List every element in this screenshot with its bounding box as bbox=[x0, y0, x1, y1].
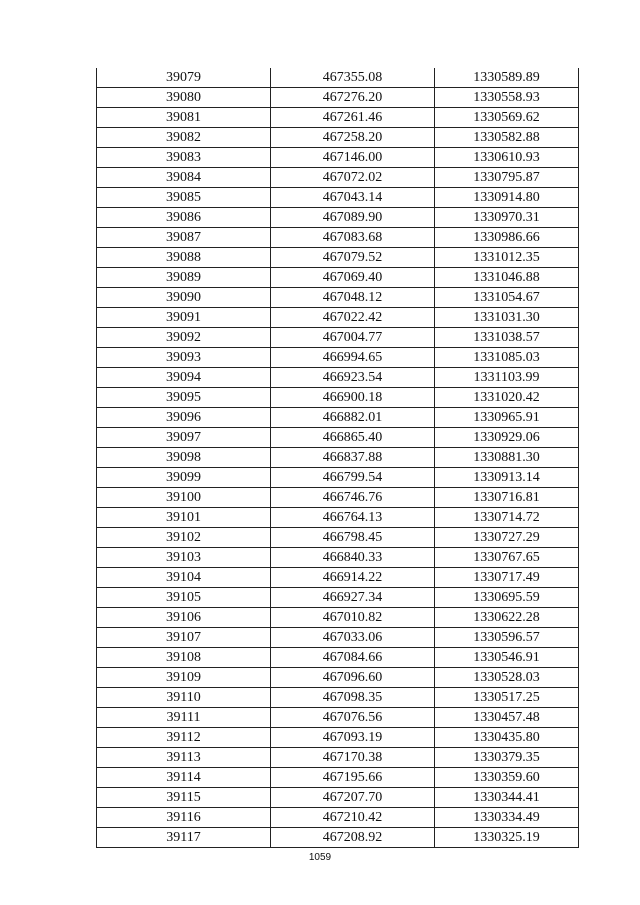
point-id-cell: 39091 bbox=[97, 308, 271, 328]
table-row bbox=[97, 168, 579, 188]
point-id-cell: 39103 bbox=[97, 548, 271, 568]
x-coordinate-cell: 467146.00 bbox=[271, 148, 435, 168]
point-id-cell: 39092 bbox=[97, 328, 271, 348]
table-row bbox=[97, 708, 579, 728]
x-coordinate-cell: 466799.54 bbox=[271, 468, 435, 488]
table-row bbox=[97, 448, 579, 468]
table-row bbox=[97, 548, 579, 568]
x-coordinate-cell: 467276.20 bbox=[271, 88, 435, 108]
point-id-cell: 39112 bbox=[97, 728, 271, 748]
point-id-cell: 39095 bbox=[97, 388, 271, 408]
x-coordinate-cell: 467043.14 bbox=[271, 188, 435, 208]
y-coordinate-cell: 1331046.88 bbox=[435, 268, 579, 288]
table-row bbox=[97, 488, 579, 508]
y-coordinate-cell: 1330716.81 bbox=[435, 488, 579, 508]
table-row bbox=[97, 608, 579, 628]
x-coordinate-cell: 466927.34 bbox=[271, 588, 435, 608]
point-id-cell: 39097 bbox=[97, 428, 271, 448]
table-row bbox=[97, 388, 579, 408]
point-id-cell: 39081 bbox=[97, 108, 271, 128]
y-coordinate-cell: 1331038.57 bbox=[435, 328, 579, 348]
coordinates-table bbox=[96, 68, 579, 848]
table-row bbox=[97, 648, 579, 668]
point-id-cell: 39084 bbox=[97, 168, 271, 188]
table-row bbox=[97, 628, 579, 648]
point-id-cell: 39085 bbox=[97, 188, 271, 208]
table-row bbox=[97, 788, 579, 808]
point-id-cell: 39094 bbox=[97, 368, 271, 388]
x-coordinate-cell: 467033.06 bbox=[271, 628, 435, 648]
x-coordinate-cell: 467010.82 bbox=[271, 608, 435, 628]
point-id-cell: 39107 bbox=[97, 628, 271, 648]
x-coordinate-cell: 467004.77 bbox=[271, 328, 435, 348]
x-coordinate-cell: 466865.40 bbox=[271, 428, 435, 448]
table-row bbox=[97, 468, 579, 488]
point-id-cell: 39114 bbox=[97, 768, 271, 788]
x-coordinate-cell: 467079.52 bbox=[271, 248, 435, 268]
y-coordinate-cell: 1330767.65 bbox=[435, 548, 579, 568]
page-number: 1059 bbox=[308, 852, 332, 863]
point-id-cell: 39093 bbox=[97, 348, 271, 368]
y-coordinate-cell: 1330795.87 bbox=[435, 168, 579, 188]
y-coordinate-cell: 1330913.14 bbox=[435, 468, 579, 488]
x-coordinate-cell: 467210.42 bbox=[271, 808, 435, 828]
point-id-cell: 39109 bbox=[97, 668, 271, 688]
point-id-cell: 39082 bbox=[97, 128, 271, 148]
x-coordinate-cell: 466994.65 bbox=[271, 348, 435, 368]
y-coordinate-cell: 1331103.99 bbox=[435, 368, 579, 388]
y-coordinate-cell: 1330881.30 bbox=[435, 448, 579, 468]
y-coordinate-cell: 1330610.93 bbox=[435, 148, 579, 168]
table-row bbox=[97, 88, 579, 108]
x-coordinate-cell: 467093.19 bbox=[271, 728, 435, 748]
table-row bbox=[97, 768, 579, 788]
y-coordinate-cell: 1330970.31 bbox=[435, 208, 579, 228]
table-body bbox=[97, 68, 579, 848]
y-coordinate-cell: 1330914.80 bbox=[435, 188, 579, 208]
point-id-cell: 39083 bbox=[97, 148, 271, 168]
table-row bbox=[97, 208, 579, 228]
y-coordinate-cell: 1330359.60 bbox=[435, 768, 579, 788]
x-coordinate-cell: 467355.08 bbox=[271, 68, 435, 88]
y-coordinate-cell: 1330569.62 bbox=[435, 108, 579, 128]
point-id-cell: 39105 bbox=[97, 588, 271, 608]
table-row bbox=[97, 228, 579, 248]
x-coordinate-cell: 466923.54 bbox=[271, 368, 435, 388]
table-row bbox=[97, 668, 579, 688]
table-row bbox=[97, 408, 579, 428]
x-coordinate-cell: 467083.68 bbox=[271, 228, 435, 248]
y-coordinate-cell: 1330965.91 bbox=[435, 408, 579, 428]
point-id-cell: 39102 bbox=[97, 528, 271, 548]
point-id-cell: 39098 bbox=[97, 448, 271, 468]
table-row bbox=[97, 288, 579, 308]
point-id-cell: 39090 bbox=[97, 288, 271, 308]
y-coordinate-cell: 1330929.06 bbox=[435, 428, 579, 448]
point-id-cell: 39096 bbox=[97, 408, 271, 428]
table-row bbox=[97, 148, 579, 168]
x-coordinate-cell: 467076.56 bbox=[271, 708, 435, 728]
y-coordinate-cell: 1330546.91 bbox=[435, 648, 579, 668]
x-coordinate-cell: 466746.76 bbox=[271, 488, 435, 508]
x-coordinate-cell: 466840.33 bbox=[271, 548, 435, 568]
y-coordinate-cell: 1330596.57 bbox=[435, 628, 579, 648]
x-coordinate-cell: 466764.13 bbox=[271, 508, 435, 528]
y-coordinate-cell: 1331031.30 bbox=[435, 308, 579, 328]
table-row bbox=[97, 308, 579, 328]
x-coordinate-cell: 467069.40 bbox=[271, 268, 435, 288]
x-coordinate-cell: 467258.20 bbox=[271, 128, 435, 148]
point-id-cell: 39113 bbox=[97, 748, 271, 768]
x-coordinate-cell: 467261.46 bbox=[271, 108, 435, 128]
table-row bbox=[97, 328, 579, 348]
table-row bbox=[97, 268, 579, 288]
point-id-cell: 39079 bbox=[97, 68, 271, 88]
point-id-cell: 39106 bbox=[97, 608, 271, 628]
x-coordinate-cell: 466798.45 bbox=[271, 528, 435, 548]
x-coordinate-cell: 466900.18 bbox=[271, 388, 435, 408]
x-coordinate-cell: 467208.92 bbox=[271, 828, 435, 848]
y-coordinate-cell: 1330589.89 bbox=[435, 68, 579, 88]
table-row bbox=[97, 248, 579, 268]
point-id-cell: 39099 bbox=[97, 468, 271, 488]
table-row bbox=[97, 748, 579, 768]
table-row bbox=[97, 348, 579, 368]
table-row bbox=[97, 368, 579, 388]
point-id-cell: 39116 bbox=[97, 808, 271, 828]
table-row bbox=[97, 588, 579, 608]
y-coordinate-cell: 1330325.19 bbox=[435, 828, 579, 848]
y-coordinate-cell: 1330435.80 bbox=[435, 728, 579, 748]
table-row bbox=[97, 688, 579, 708]
x-coordinate-cell: 466914.22 bbox=[271, 568, 435, 588]
point-id-cell: 39108 bbox=[97, 648, 271, 668]
x-coordinate-cell: 466837.88 bbox=[271, 448, 435, 468]
y-coordinate-cell: 1331085.03 bbox=[435, 348, 579, 368]
table-row bbox=[97, 68, 579, 88]
x-coordinate-cell: 467195.66 bbox=[271, 768, 435, 788]
y-coordinate-cell: 1330528.03 bbox=[435, 668, 579, 688]
table-row bbox=[97, 428, 579, 448]
y-coordinate-cell: 1331054.67 bbox=[435, 288, 579, 308]
y-coordinate-cell: 1330344.41 bbox=[435, 788, 579, 808]
x-coordinate-cell: 466882.01 bbox=[271, 408, 435, 428]
y-coordinate-cell: 1330334.49 bbox=[435, 808, 579, 828]
y-coordinate-cell: 1330717.49 bbox=[435, 568, 579, 588]
x-coordinate-cell: 467207.70 bbox=[271, 788, 435, 808]
y-coordinate-cell: 1330517.25 bbox=[435, 688, 579, 708]
table-row bbox=[97, 808, 579, 828]
table-row bbox=[97, 128, 579, 148]
y-coordinate-cell: 1330622.28 bbox=[435, 608, 579, 628]
table-row bbox=[97, 528, 579, 548]
y-coordinate-cell: 1330582.88 bbox=[435, 128, 579, 148]
table-row bbox=[97, 728, 579, 748]
x-coordinate-cell: 467089.90 bbox=[271, 208, 435, 228]
y-coordinate-cell: 1330714.72 bbox=[435, 508, 579, 528]
y-coordinate-cell: 1330986.66 bbox=[435, 228, 579, 248]
x-coordinate-cell: 467072.02 bbox=[271, 168, 435, 188]
point-id-cell: 39117 bbox=[97, 828, 271, 848]
table-row bbox=[97, 568, 579, 588]
table-row bbox=[97, 108, 579, 128]
point-id-cell: 39110 bbox=[97, 688, 271, 708]
point-id-cell: 39111 bbox=[97, 708, 271, 728]
table-row bbox=[97, 508, 579, 528]
y-coordinate-cell: 1330727.29 bbox=[435, 528, 579, 548]
table-row bbox=[97, 828, 579, 848]
y-coordinate-cell: 1330695.59 bbox=[435, 588, 579, 608]
x-coordinate-cell: 467022.42 bbox=[271, 308, 435, 328]
x-coordinate-cell: 467098.35 bbox=[271, 688, 435, 708]
point-id-cell: 39086 bbox=[97, 208, 271, 228]
point-id-cell: 39080 bbox=[97, 88, 271, 108]
point-id-cell: 39100 bbox=[97, 488, 271, 508]
y-coordinate-cell: 1330457.48 bbox=[435, 708, 579, 728]
y-coordinate-cell: 1330379.35 bbox=[435, 748, 579, 768]
point-id-cell: 39089 bbox=[97, 268, 271, 288]
table-row bbox=[97, 188, 579, 208]
x-coordinate-cell: 467170.38 bbox=[271, 748, 435, 768]
point-id-cell: 39115 bbox=[97, 788, 271, 808]
x-coordinate-cell: 467084.66 bbox=[271, 648, 435, 668]
y-coordinate-cell: 1330558.93 bbox=[435, 88, 579, 108]
point-id-cell: 39088 bbox=[97, 248, 271, 268]
y-coordinate-cell: 1331012.35 bbox=[435, 248, 579, 268]
point-id-cell: 39104 bbox=[97, 568, 271, 588]
x-coordinate-cell: 467048.12 bbox=[271, 288, 435, 308]
point-id-cell: 39087 bbox=[97, 228, 271, 248]
point-id-cell: 39101 bbox=[97, 508, 271, 528]
y-coordinate-cell: 1331020.42 bbox=[435, 388, 579, 408]
x-coordinate-cell: 467096.60 bbox=[271, 668, 435, 688]
